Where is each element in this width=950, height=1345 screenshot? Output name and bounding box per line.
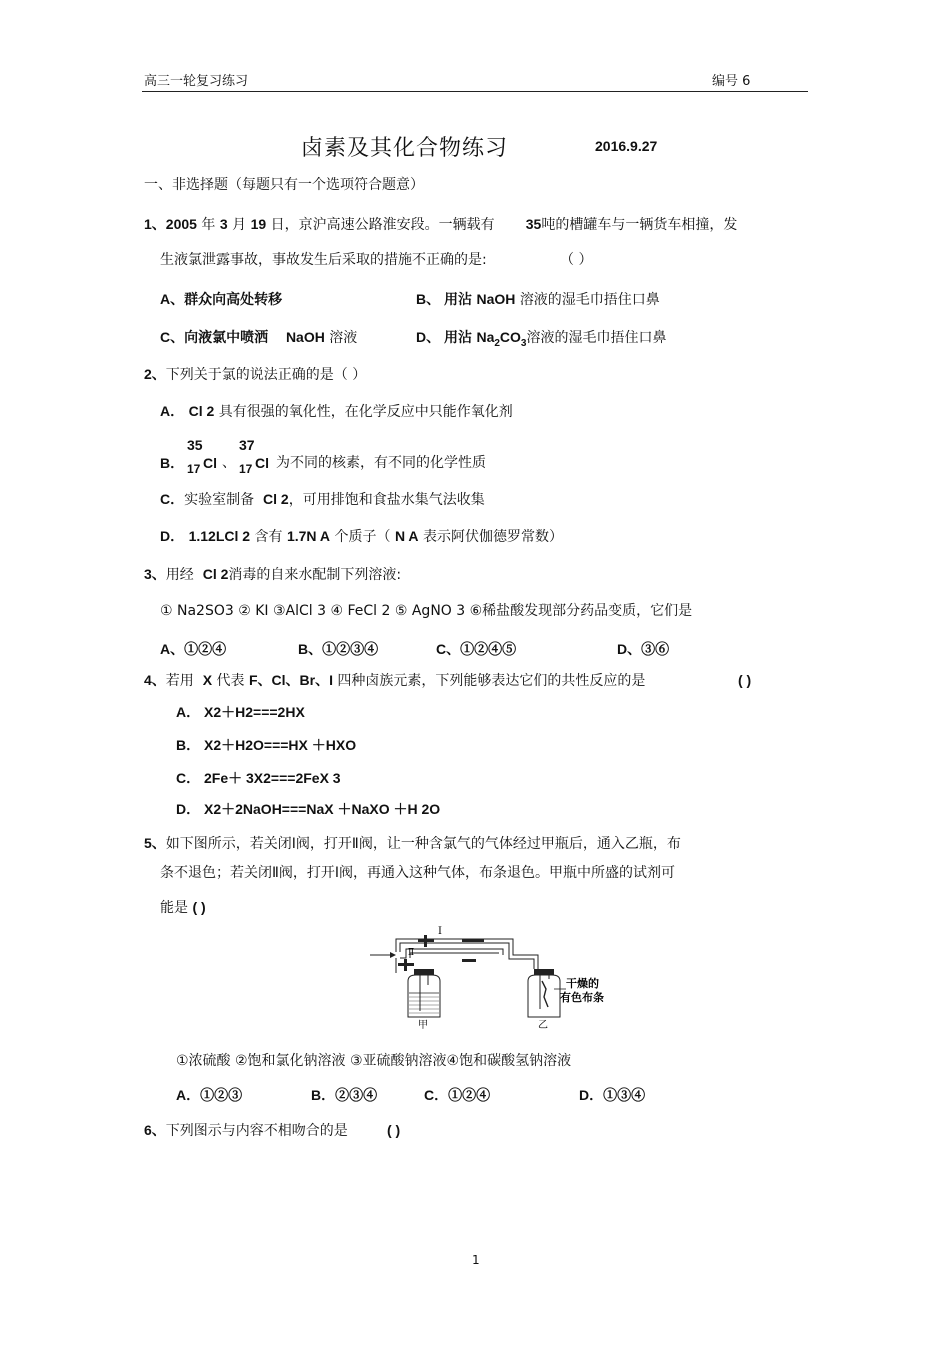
- q6-answer-paren: ( ): [387, 1122, 401, 1138]
- q4-text: 代表: [216, 673, 245, 689]
- option-text: 为不同的核素，有不同的化学性质: [276, 455, 486, 471]
- q4-x: X: [202, 672, 213, 688]
- chem-formula: Cl 2: [263, 491, 289, 507]
- header-right: 编号 6: [712, 74, 751, 89]
- option-text: 溶液的湿毛巾捂住口鼻: [526, 330, 667, 346]
- option-label: C．: [160, 491, 185, 507]
- chem-formula: $Na_2CO_3$: [476, 329, 527, 349]
- option-label: D、 用沾: [416, 329, 472, 345]
- bottle-jia: [408, 975, 440, 1017]
- q5-line1: [144, 834, 681, 853]
- q5-number: 5、: [144, 835, 166, 851]
- option-label: C、向液氯中喷洒: [160, 329, 269, 345]
- q6-text: 下列图示与内容不相吻合的是: [165, 1123, 348, 1139]
- stopper-1: [414, 969, 434, 975]
- q5-option-b: B．②③④: [311, 1087, 378, 1103]
- q4-option-c: C． 2Fe＋ 3X2===2FeX 3: [176, 770, 341, 786]
- q3-text: 消毒的自来水配制下列溶液:: [228, 567, 402, 583]
- option-label: D．: [160, 528, 185, 544]
- q3-text: 用经: [165, 567, 194, 583]
- pipe-inner: [400, 943, 534, 969]
- option-label: A．: [160, 403, 185, 419]
- q6-number: 6、: [144, 1122, 166, 1138]
- isotope-z-17: 17: [239, 462, 253, 476]
- stopper-2: [534, 969, 554, 975]
- q4-text: 四种卤族元素，下列能够表达它们的共性反应的是: [337, 673, 646, 689]
- option-text: 实验室制备: [184, 492, 255, 508]
- q1-text: 吨的槽罐车与一辆货车相撞，发: [541, 217, 738, 233]
- q1-answer-paren: （ ）: [560, 252, 593, 268]
- isotope-element-cl: Cl: [255, 455, 269, 471]
- page-title: 卤素及其化合物练习: [301, 136, 509, 161]
- header-left: 高三一轮复习练习: [144, 74, 249, 89]
- chem-formula: Cl 2: [202, 566, 229, 582]
- isotope-mass-37: 37: [239, 437, 255, 453]
- q2-stem: [144, 365, 366, 384]
- q3-number: 3、: [144, 566, 166, 582]
- q1-option-d: [416, 328, 666, 353]
- q1-line2: 生液氯泄露事故，事故发生后采取的措施不正确的是:: [160, 252, 487, 268]
- option-text: 溶液的湿毛巾捂住口鼻: [519, 292, 660, 308]
- q4-elements: F、Cl、Br、I: [248, 672, 333, 688]
- q5-line3: [160, 898, 206, 917]
- q1-month: 3: [219, 216, 228, 232]
- option-text: 溶液: [329, 330, 358, 346]
- option-text: 含有: [254, 529, 283, 545]
- chem-formula: NaOH: [285, 329, 325, 345]
- valve-ii-label: Ⅱ: [408, 948, 415, 958]
- q5-answer-paren: ( ): [192, 899, 206, 915]
- q3-option-d: D、③⑥: [617, 641, 670, 657]
- q2-option-c: [160, 490, 485, 509]
- q5-reagents: ①浓硫酸 ②饱和氯化钠溶液 ③亚硫酸钠溶液④饱和碳酸氢钠溶液: [176, 1053, 572, 1069]
- option-text: 表示阿伏伽德罗常数）: [422, 529, 563, 545]
- q1-option-a: A、群众向高处转移: [160, 291, 283, 307]
- q3-items: ① Na2SO3 ② KI ③AlCl 3 ④ FeCl 2 ⑤ AgNO 3 ⑥稀盐酸发现部分药品变质，它们是: [160, 603, 693, 619]
- q2-option-d: [160, 527, 563, 546]
- dry-label: 干燥的: [566, 977, 599, 990]
- header-rule: [142, 91, 808, 92]
- arrow-head: [390, 952, 396, 958]
- chem-formula: NaOH: [476, 291, 516, 307]
- q5-line2: 条不退色；若关闭Ⅱ阀，打开Ⅰ阀，再通入这种气体，布条退色。甲瓶中所盛的试剂可: [160, 865, 676, 881]
- chem-formula: 1.12LCl 2: [188, 528, 251, 544]
- q4-answer-paren: ( ): [738, 672, 752, 688]
- q3-option-c: C、①②④⑤: [436, 641, 517, 657]
- isotope-z-17: 17: [187, 462, 201, 476]
- q4-stem: [144, 671, 645, 690]
- q4-option-a: A． X2＋H2===2HX: [176, 704, 305, 720]
- q1-option-c: [160, 328, 357, 347]
- section-heading: 一、非选择题（每题只有一个选项符合题意）: [144, 177, 424, 193]
- q2-number: 2、: [144, 366, 166, 382]
- isotope-element-cl: Cl: [203, 455, 217, 471]
- chem-formula: N A: [394, 528, 419, 544]
- q5-text: 如下图所示，若关闭Ⅰ阀，打开Ⅱ阀，让一种含氯气的气体经过甲瓶后，通入乙瓶，布: [165, 836, 681, 852]
- q4-text: 若用: [165, 673, 194, 689]
- bottle-jia-label: 甲: [418, 1020, 428, 1031]
- page-number: 1: [472, 1253, 480, 1267]
- q1-text: 年: [201, 217, 216, 233]
- valve-i-label: Ⅰ: [438, 926, 442, 937]
- q1-text: 日，京沪高速公路淮安段。一辆载有: [270, 217, 495, 233]
- separator: 、: [222, 455, 236, 471]
- q2-option-b-label: B．: [160, 455, 185, 471]
- q3-stem: [144, 565, 401, 584]
- q1-text: 月: [232, 217, 247, 233]
- q3-option-a: A、①②④: [160, 641, 227, 657]
- q1-day: 19: [250, 216, 267, 232]
- q3-option-b: B、①②③④: [298, 641, 379, 657]
- document-date: 2016.9.27: [595, 138, 658, 154]
- cloth-label: 有色布条: [560, 991, 604, 1004]
- chem-formula: 1.7N A: [286, 528, 331, 544]
- q2-option-a: [160, 402, 513, 421]
- option-text: 个质子（: [334, 529, 391, 545]
- q2-text: 下列关于氯的说法正确的是（ ）: [165, 367, 367, 383]
- q5-option-d: D．①③④: [579, 1087, 646, 1103]
- q5-option-c: C．①②④: [424, 1087, 491, 1103]
- option-text: 具有很强的氧化性，在化学反应中只能作氧化剂: [218, 404, 513, 420]
- q4-option-b: B． X2＋H2O===HX ＋HXO: [176, 737, 357, 753]
- colored-cloth-strip: [542, 981, 548, 1007]
- chem-formula: Cl 2: [188, 403, 215, 419]
- q1-year: 2005: [165, 216, 197, 232]
- q1-number: 1、: [144, 216, 166, 232]
- bottle-yi-label: 乙: [538, 1020, 548, 1031]
- q4-number: 4、: [144, 672, 166, 688]
- gas-apparatus-figure: [368, 925, 618, 1031]
- q5-text: 能是: [160, 900, 188, 916]
- q1-tons: 35: [525, 216, 542, 232]
- q4-option-d: D． X2＋2NaOH===NaX ＋NaXO ＋H 2O: [176, 801, 441, 817]
- option-text: ，可用排饱和食盐水集气法收集: [288, 492, 485, 508]
- isotope-mass-35: 35: [187, 437, 203, 453]
- option-label: B、 用沾: [416, 291, 472, 307]
- q1-option-b: [416, 290, 660, 309]
- q6-stem: [144, 1121, 348, 1140]
- q5-option-a: A．①②③: [176, 1087, 243, 1103]
- q1-line1: [144, 215, 737, 234]
